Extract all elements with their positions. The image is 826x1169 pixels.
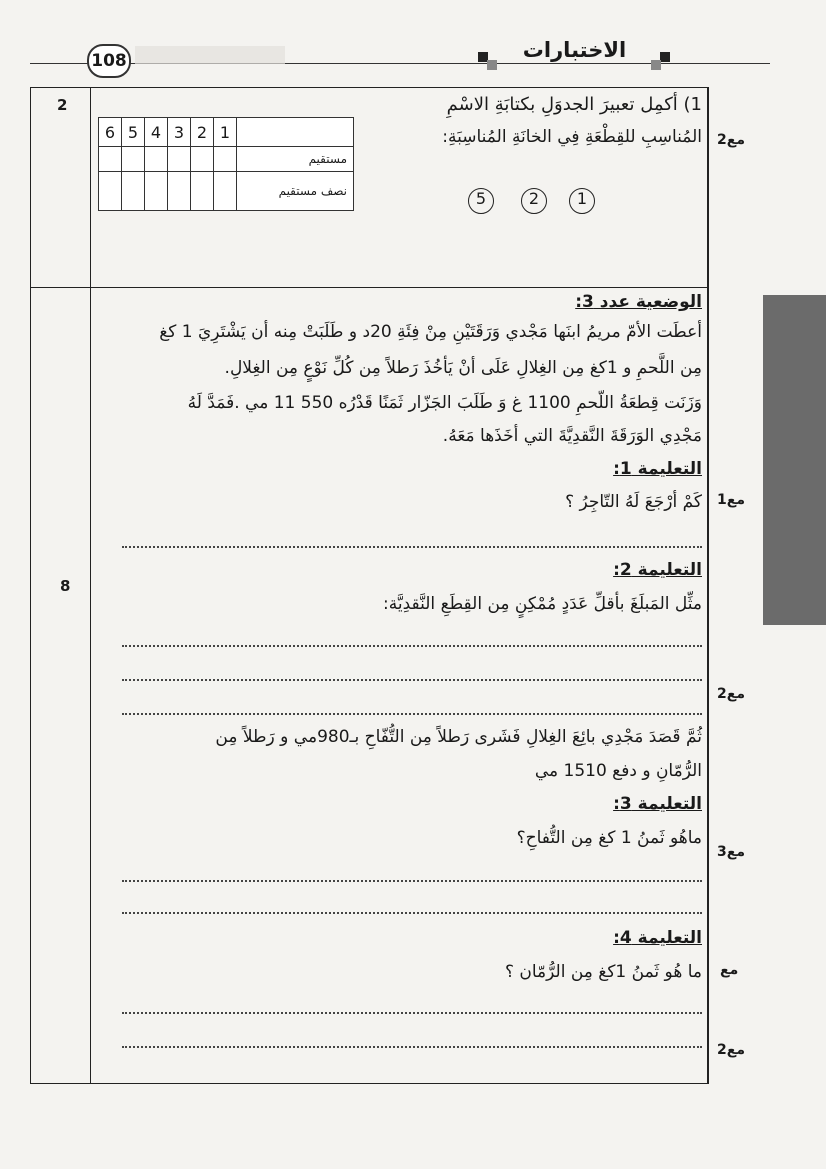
circled-number-2: 2 [521,188,547,214]
question-1-line2: المُناسِبِ للقِطْعَةِ فِي الخانَةِ المُناسِبَةِ: [442,127,702,147]
table-cell[interactable] [145,147,168,172]
criterion-mark: مع1 [717,492,745,508]
continuation-text-line: الرُّمّانِ و دفع 1510 مي [534,761,702,781]
table-header-cell: 1 [214,118,237,147]
instruction-4-question: ما هُو ثَمنُ 1كغ مِن الرُّمّان ؟ [504,962,702,982]
segments-table [98,117,354,211]
table-cell[interactable] [214,172,237,211]
answer-line[interactable] [122,679,702,681]
instruction-2-question: مثِّل المَبلَغَ بأقلِّ عَدَدٍ مُمْكِنٍ مِن القِطَعِ النَّقدِيَّة: [383,594,702,614]
answer-line[interactable] [122,880,702,882]
table-cell[interactable] [99,172,122,211]
table-cell[interactable] [168,147,191,172]
table-header-cell: 6 [99,118,122,147]
decor-square-icon [660,52,670,62]
points-part1: 2 [57,96,68,114]
instruction-3-question: ماهُو ثَمنُ 1 كغ مِن التُّفاحِ؟ [516,828,702,848]
criterion-mark: مع2 [717,132,745,148]
situation-text-line: مِن اللَّحمِ و 1كغ مِن الغِلالِ عَلَى أنْ يَأخُذَ رَطلاً مِن كُلِّ نَوْعٍ مِن الغِلالِ. [224,358,702,378]
column-divider [90,87,91,1084]
instruction-2-title: التعليمة 2: [613,560,702,580]
table-header-cell: 4 [145,118,168,147]
situation-title: الوضعية عدد 3: [575,292,702,312]
criterion-mark: مع2 [717,1042,745,1058]
criterion-mark: مع3 [717,844,745,860]
continuation-text-line: ثُمَّ قَصَدَ مَجْدِي بائِعَ الغِلالِ فَشَرى رَطلاً مِن التُّفّاحِ بـ980مي و رَطلاً مِن [215,727,702,747]
page-number: 108 [87,44,131,78]
question-1-line1: 1) أكمِل تعبيرَ الجدوَلِ بكتابَةِ الاسْمِ [446,94,702,115]
exam-frame [30,87,709,1084]
table-row-label: مستقيم [237,147,354,172]
circled-number-5: 5 [468,188,494,214]
answer-line[interactable] [122,912,702,914]
criterion-mark: مع [720,962,739,978]
table-header-cell: 2 [191,118,214,147]
table-row-label: نصف مستقيم [237,172,354,211]
answer-line[interactable] [122,645,702,647]
table-corner-cell [237,118,354,147]
table-cell[interactable] [122,147,145,172]
table-cell[interactable] [99,147,122,172]
table-cell[interactable] [214,147,237,172]
table-cell[interactable] [122,172,145,211]
instruction-3-title: التعليمة 3: [613,794,702,814]
instruction-1-question: كَمْ أرْجَعَ لَهُ التّاجِرُ ؟ [565,492,702,512]
table-cell[interactable] [168,172,191,211]
table-cell[interactable] [145,172,168,211]
section-divider [30,287,709,288]
decor-square-icon [487,60,497,70]
instruction-1-title: التعليمة 1: [613,459,702,479]
table-cell[interactable] [191,172,214,211]
table-header-cell: 5 [122,118,145,147]
header-banner [135,46,285,64]
situation-text-line: مَجْدِي الوَرَقَةَ النَّقدِيَّةَ التي أخَذَها مَعَهُ. [442,426,702,446]
points-part2: 8 [60,577,71,595]
instruction-4-title: التعليمة 4: [613,928,702,948]
situation-text-line: وَزَنَت قِطعَةُ اللّحمِ 1100 غ وَ طَلَبَ الجَزّار ثَمَنًا قَدْرُه 550 11 مي .فَمَدَّ لَهُ [187,393,702,413]
decor-square-icon [651,60,661,70]
answer-line[interactable] [122,713,702,715]
table-header-cell: 3 [168,118,191,147]
table-cell[interactable] [191,147,214,172]
situation-text-line: أعطَت الأمّ مريمُ ابنَها مَجْدي وَرَقَتَيْنِ مِنْ فِئَةِ 20د و طَلَبَتْ مِنه أن يَشْتَرِيَ 1 كغ [159,322,702,342]
side-tab [763,295,826,625]
circled-number-1: 1 [569,188,595,214]
criterion-mark: مع2 [717,686,745,702]
column-divider [707,87,708,1084]
answer-line[interactable] [122,1012,702,1014]
answer-line[interactable] [122,1046,702,1048]
page-title: الاختبارات [522,38,627,62]
answer-line[interactable] [122,546,702,548]
